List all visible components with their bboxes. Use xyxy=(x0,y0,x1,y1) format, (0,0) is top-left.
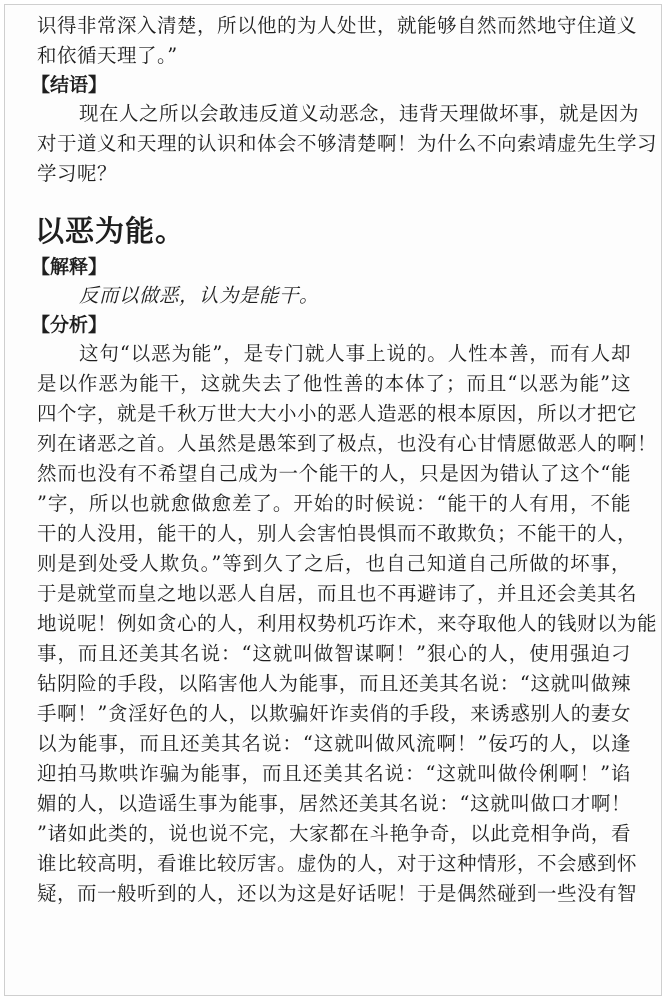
explanation-text: 反而以做恶，认为是能干。 xyxy=(79,284,320,307)
intro-line-2: 和依循天理了。” xyxy=(37,44,178,67)
analysis-line: 则是到处受人欺负。”等到久了之后，也自己知道自己所做的坏事， xyxy=(37,552,631,575)
analysis-line: ”诸如此类的，说也说不完，大家都在斗艳争奇，以此竞相争尚，看 xyxy=(37,822,631,845)
conclusion-line-2: 对于道义和天理的认识和体会不够清楚啊！为什么不向索靖虚先生学习 xyxy=(37,132,658,155)
analysis-line: 然而也没有不希望自己成为一个能干的人，只是因为错认了这个“能 xyxy=(37,462,631,485)
conclusion-line-1: 现在人之所以会敢违反道义动恶念，违背天理做坏事，就是因为 xyxy=(79,102,640,125)
analysis-line: 是以作恶为能干，这就失去了他性善的本体了；而且“以恶为能”这 xyxy=(37,372,631,395)
analysis-line: 迎拍马欺哄诈骗为能事，而且还美其名说：“这就叫做伶俐啊！”谄 xyxy=(37,762,631,785)
section-heading: 以恶为能。 xyxy=(35,214,186,248)
analysis-label: 【分析】 xyxy=(31,314,108,336)
conclusion-label: 【结语】 xyxy=(31,74,108,96)
analysis-line: 干的人没用，能干的人，别人会害怕畏惧而不敢欺负；不能干的人， xyxy=(37,522,638,545)
analysis-line: ”字，所以也就愈做愈差了。开始的时候说：“能干的人有用，不能 xyxy=(37,492,631,515)
analysis-line: 列在诸恶之首。人虽然是愚笨到了极点，也没有心甘情愿做恶人的啊！ xyxy=(37,432,658,455)
intro-line-1: 识得非常深入清楚，所以他的为人处世，就能够自然而然地守住道义 xyxy=(37,14,638,37)
analysis-line: 于是就堂而皇之地以恶人自居，而且也不再避讳了，并且还会美其名 xyxy=(37,582,638,605)
book-page xyxy=(4,4,662,996)
analysis-line: 这句“以恶为能”，是专门就人事上说的。人性本善，而有人却 xyxy=(79,342,631,365)
analysis-line: 手啊！”贪淫好色的人，以欺骗奸诈卖俏的手段，来诱惑别人的妻女 xyxy=(37,702,631,725)
analysis-line: 以为能事，而且还美其名说：“这就叫做风流啊！”佞巧的人，以逢 xyxy=(37,732,631,755)
analysis-line: 谁比较高明，看谁比较厉害。虚伪的人，对于这种情形，不会感到怀 xyxy=(37,852,638,875)
analysis-line: 四个字，就是千秋万世大大小小的恶人造恶的根本原因，所以才把它 xyxy=(37,402,638,425)
analysis-line: 钻阴险的手段，以陷害他人为能事，而且还美其名说：“这就叫做辣 xyxy=(37,672,631,695)
explanation-label: 【解释】 xyxy=(31,256,108,278)
analysis-line: 疑，而一般听到的人，还以为这是好话呢！于是偶然碰到一些没有智 xyxy=(37,882,638,905)
analysis-line: 地说呢！例如贪心的人，利用权势机巧诈术，来夺取他人的钱财以为能 xyxy=(37,612,658,635)
analysis-line: 媚的人，以造谣生事为能事，居然还美其名说：“这就叫做口才啊！ xyxy=(37,792,631,815)
conclusion-line-3: 学习呢？ xyxy=(37,162,118,185)
analysis-line: 事，而且还美其名说：“这就叫做智谋啊！”狠心的人，使用强迫刁 xyxy=(37,642,631,665)
analysis-body xyxy=(5,339,661,909)
